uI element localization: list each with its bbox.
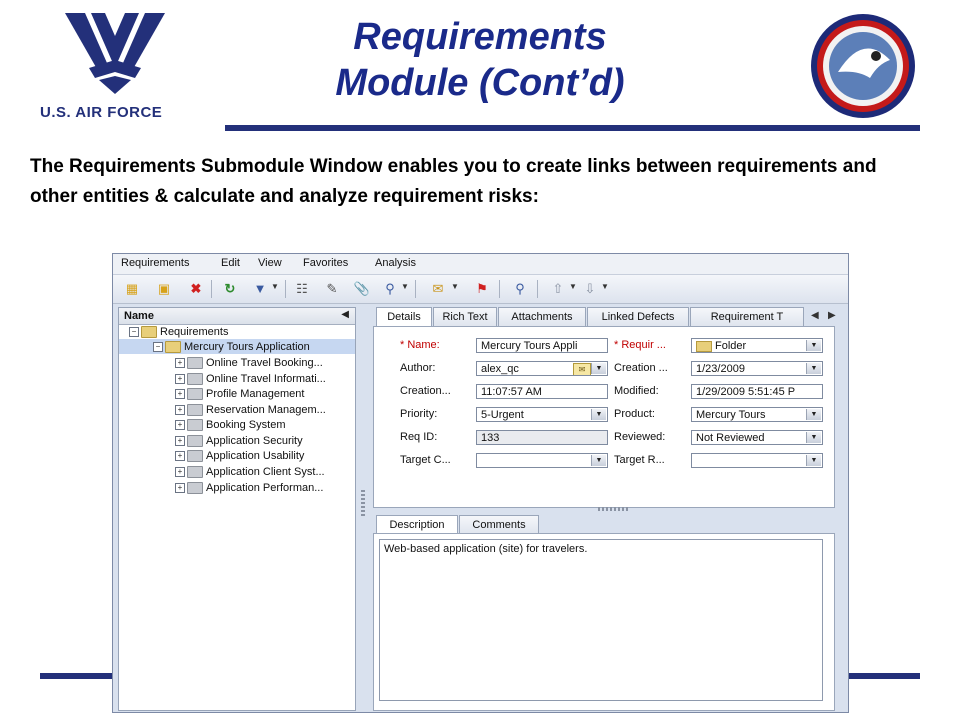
tree-node-label: Application Client Syst... xyxy=(206,466,325,478)
mail-icon[interactable]: ✉ xyxy=(573,363,591,376)
slide-title-line-2: Module (Cont’d) xyxy=(335,62,625,104)
description-text[interactable]: Web-based application (site) for travelers. xyxy=(379,539,823,701)
tree-node[interactable] xyxy=(175,356,323,371)
toolbar xyxy=(113,275,848,304)
pane-splitter[interactable] xyxy=(361,490,365,516)
target-release-select[interactable] xyxy=(691,453,823,468)
toolbar-separator xyxy=(415,280,416,298)
creation-date-value: 1/23/2009 xyxy=(696,363,745,375)
zoom-dropdown-icon[interactable]: ▼ xyxy=(401,282,409,291)
air-force-wordmark: U.S. AIR FORCE xyxy=(40,104,163,121)
expand-icon[interactable]: + xyxy=(175,467,185,477)
details-panel xyxy=(373,326,835,508)
tree-node-label: Mercury Tours Application xyxy=(184,341,310,353)
chevron-down-icon[interactable]: ▼ xyxy=(806,432,821,443)
mail-icon[interactable]: ✉ xyxy=(432,281,444,296)
tree-node-label: Application Security xyxy=(206,435,303,447)
creation-time-label: Creation... xyxy=(400,385,451,397)
description-panel xyxy=(373,533,835,711)
tree-node-label: Application Performan... xyxy=(206,482,324,494)
creation-time-field[interactable]: 11:07:57 AM xyxy=(476,384,608,399)
header-rule xyxy=(225,125,920,131)
expand-icon[interactable]: + xyxy=(175,420,185,430)
slide-title xyxy=(240,14,720,106)
author-label: Author: xyxy=(400,362,436,374)
folder-icon xyxy=(165,341,181,353)
name-field[interactable]: Mercury Tours Appli xyxy=(476,338,608,353)
move-up-icon[interactable]: ⇧ xyxy=(552,281,564,296)
tree-header-label: Name xyxy=(124,310,154,322)
modified-field[interactable]: 1/29/2009 5:51:45 P xyxy=(691,384,823,399)
author-value: alex_qc xyxy=(481,363,519,375)
description-tabs xyxy=(373,515,833,533)
reviewed-label: Reviewed: xyxy=(614,431,666,443)
creation-date-select[interactable] xyxy=(691,361,823,376)
requirement-type-label: * Requir ... xyxy=(614,339,666,351)
req-id-field: 133 xyxy=(476,430,608,445)
horizontal-splitter[interactable] xyxy=(598,507,628,511)
reviewed-value: Not Reviewed xyxy=(696,432,765,444)
product-value: Mercury Tours xyxy=(696,409,766,421)
folder-icon xyxy=(187,482,203,494)
intro-text: The Requirements Submodule Window enables you to create links between requirements and other entities & calculate and analyze requirement risks: xyxy=(30,156,877,207)
tab-scroll-left-icon[interactable]: ◀ xyxy=(811,310,819,321)
slide-title-line-1: Requirements xyxy=(353,16,607,58)
folder-icon xyxy=(187,435,203,447)
priority-select[interactable] xyxy=(476,407,608,422)
chevron-down-icon[interactable]: ▼ xyxy=(806,363,821,374)
expand-icon[interactable]: + xyxy=(175,405,185,415)
folder-icon xyxy=(187,466,203,478)
tab-rich-text[interactable]: Rich Text xyxy=(433,307,497,326)
priority-label: Priority: xyxy=(400,408,438,420)
toolbar-separator xyxy=(211,280,212,298)
folder-icon xyxy=(187,357,203,369)
expand-icon[interactable]: + xyxy=(175,436,185,446)
expand-icon[interactable]: + xyxy=(175,374,185,384)
collapse-icon[interactable]: − xyxy=(129,327,139,337)
toolbar-separator xyxy=(285,280,286,298)
menu-edit[interactable]: Edit xyxy=(221,257,240,269)
tab-description[interactable]: Description xyxy=(376,515,458,535)
folder-icon xyxy=(696,341,712,352)
tree-node[interactable] xyxy=(175,387,304,402)
mail-dropdown-icon[interactable]: ▼ xyxy=(451,282,459,291)
zoom-icon[interactable]: ⚲ xyxy=(385,281,395,296)
tree-node-label: Online Travel Booking... xyxy=(206,357,323,369)
target-release-label: Target R... xyxy=(614,454,665,466)
tree-node-label: Booking System xyxy=(206,419,286,431)
move-down-icon[interactable]: ⇩ xyxy=(584,281,596,296)
menu-favorites[interactable]: Favorites xyxy=(303,257,349,269)
tree-node-label: Requirements xyxy=(160,326,229,338)
product-label: Product: xyxy=(614,408,655,420)
menu-view[interactable]: View xyxy=(258,257,282,269)
target-cycle-select[interactable] xyxy=(476,453,608,468)
tab-comments[interactable]: Comments xyxy=(459,515,539,534)
aflcmc-seal-icon xyxy=(808,12,918,120)
aflcmc-seal xyxy=(808,12,918,120)
tab-scroll-right-icon[interactable]: ▶ xyxy=(828,310,836,321)
details-pane xyxy=(373,307,843,709)
tree-node[interactable] xyxy=(175,465,325,480)
expand-icon[interactable]: + xyxy=(175,483,185,493)
delete-icon[interactable]: ✖ xyxy=(190,281,202,296)
reviewed-select[interactable] xyxy=(691,430,823,445)
attachment-icon[interactable]: 📎 xyxy=(353,281,371,296)
collapse-icon[interactable]: − xyxy=(153,342,163,352)
tree-node[interactable] xyxy=(175,403,326,418)
us-air-force-logo xyxy=(55,8,175,98)
folder-icon xyxy=(141,326,157,338)
expand-icon[interactable]: + xyxy=(175,451,185,461)
priority-value: 5-Urgent xyxy=(481,409,524,421)
air-force-wings-icon xyxy=(55,8,175,98)
chevron-down-icon[interactable]: ▼ xyxy=(806,455,821,466)
chevron-down-icon[interactable]: ▼ xyxy=(806,340,821,351)
tab-linked-defects[interactable]: Linked Defects xyxy=(587,307,689,326)
tree-node-label: Reservation Managem... xyxy=(206,404,326,416)
new-folder-icon[interactable]: ▦ xyxy=(125,281,139,296)
toolbar-separator xyxy=(499,280,500,298)
menu-bar xyxy=(113,254,848,275)
footer-rule-right xyxy=(848,673,920,679)
collapse-pane-icon[interactable]: ◀ xyxy=(341,309,349,320)
flag-icon[interactable]: ⚑ xyxy=(476,281,488,296)
tree-node[interactable] xyxy=(175,481,323,496)
tab-attachments[interactable]: Attachments xyxy=(498,307,586,326)
author-select[interactable] xyxy=(476,361,608,376)
chevron-down-icon[interactable]: ▼ xyxy=(591,409,606,420)
chevron-down-icon[interactable]: ▼ xyxy=(591,455,606,466)
filter-icon[interactable]: ▼ xyxy=(253,281,267,296)
tree-node-root[interactable] xyxy=(129,325,228,340)
requirement-type-select[interactable] xyxy=(691,338,823,353)
find-icon[interactable]: ⚲ xyxy=(515,281,525,296)
toolbar-separator xyxy=(537,280,538,298)
tree-node[interactable] xyxy=(175,372,326,387)
columns-icon[interactable]: ☷ xyxy=(296,281,308,296)
requirements-window xyxy=(112,253,849,713)
tree-node[interactable] xyxy=(175,434,303,449)
tab-requirement-traceability[interactable]: Requirement T xyxy=(690,307,804,326)
folder-icon xyxy=(187,450,203,462)
tree-node[interactable] xyxy=(175,449,304,464)
chevron-down-icon[interactable]: ▼ xyxy=(806,409,821,420)
new-requirement-icon[interactable]: ▣ xyxy=(157,281,171,296)
tree-node-label: Online Travel Informati... xyxy=(206,373,326,385)
folder-icon xyxy=(187,373,203,385)
chevron-down-icon[interactable]: ▼ xyxy=(591,363,606,374)
tree-header xyxy=(119,308,355,325)
move-down-dropdown-icon[interactable]: ▼ xyxy=(601,282,609,291)
folder-icon xyxy=(187,419,203,431)
modified-label: Modified: xyxy=(614,385,659,397)
target-cycle-label: Target C... xyxy=(400,454,451,466)
tab-details[interactable]: Details xyxy=(376,307,432,327)
expand-icon[interactable]: + xyxy=(175,358,185,368)
filter-dropdown-icon[interactable]: ▼ xyxy=(271,282,279,291)
menu-analysis[interactable]: Analysis xyxy=(375,257,416,269)
req-id-label: Req ID: xyxy=(400,431,438,443)
creation-date-label: Creation ... xyxy=(614,362,668,374)
tree-node[interactable] xyxy=(175,418,285,433)
move-up-dropdown-icon[interactable]: ▼ xyxy=(569,282,577,291)
name-label: * Name: xyxy=(400,339,440,351)
folder-icon xyxy=(187,388,203,400)
requirements-tree xyxy=(118,307,356,711)
tree-node-selected[interactable] xyxy=(153,340,310,355)
expand-icon[interactable]: + xyxy=(175,389,185,399)
product-select[interactable] xyxy=(691,407,823,422)
requirement-type-value: Folder xyxy=(715,340,747,352)
menu-requirements[interactable]: Requirements xyxy=(121,257,190,269)
edit-icon[interactable]: ✎ xyxy=(326,281,338,296)
refresh-icon[interactable]: ↻ xyxy=(224,281,236,296)
tree-node-label: Application Usability xyxy=(206,450,305,462)
folder-icon xyxy=(187,404,203,416)
tree-node-label: Profile Management xyxy=(206,388,305,400)
footer-rule-left xyxy=(40,673,115,679)
